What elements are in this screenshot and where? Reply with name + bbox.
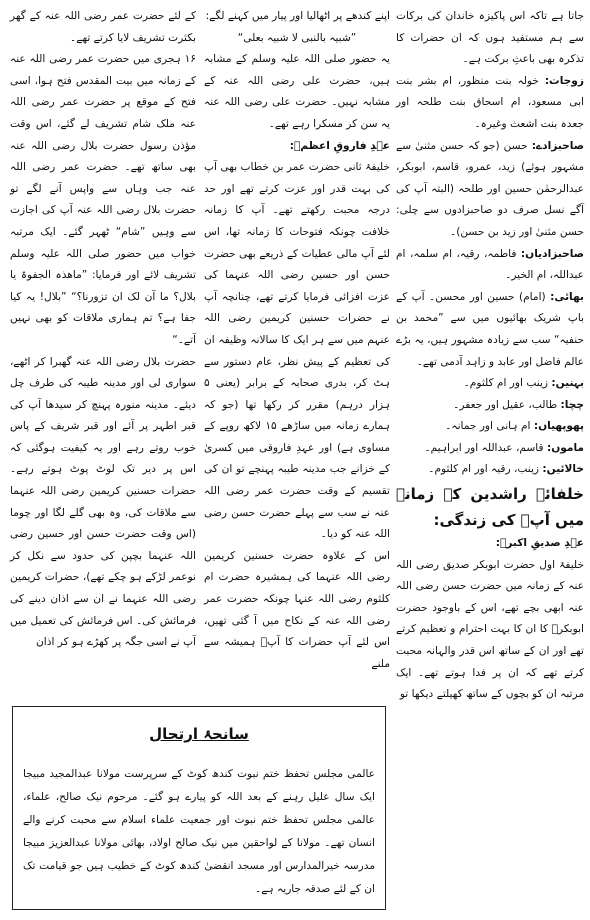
maternal-aunts-entry [396,459,584,481]
middle-paragraph-3: اس کے علاوہ حضرت حسنین کریمین رضی اللہ عنہما کی ہمشیرہ حضرت ام کلثوم رضی اللہ عنہا چونکہ حضرت عمر رضی اللہ عنہ کے نکاح میں آ گئی تھیں، اس لئے آپ حضرات کا آپؓ ہمیشہ سے ملنے [204,549,390,670]
sons-entry [396,136,584,244]
left-paragraph-1: کے لئے حضرت عمر رضی اللہ عنہ کے گھر بکثرت تشریف لایا کرتے تھے۔ [10,10,196,44]
obituary-body: عالمی مجلس تحفظ ختم نبوت کندھ کوٹ کے سرپرست مولانا عبدالمجید مبیجا ایک سال علیل رہنے کے بعد اللہ کو پیارے ہو گئے۔ مرحوم نیک صالح، علماء، عالمی مجلس تحفظ ختم نبوت اور جمعیت علماء اسلام سے محبت کرنے والے انسان تھے۔ مولانا کے لواحقین میں نیک صالح اولاد، بھائی مولانا عبدالعزیز مبیجا مدرسہ خیرالمدارس اور مسجد انقضیٰ کندھ کوٹ کے خطیب ہیں جو قیامت تک ان کے لئے صدقہ جاریہ ہے۔ [23,768,375,895]
caliphs-section-heading: خلفائے راشدین کے زمانہ میں آپؓ کی زندگی: [396,485,584,530]
sisters-text: زینب اور ام کلثوم۔ [463,377,549,390]
umar-era-heading: عہدِ فاروقِ اعظمؓ: [289,139,390,152]
intro-paragraph: جاتا ہے تاکہ اس پاکیزہ خاندان کی برکات سے ہم مستفید ہوں کہ ان حضرات کا تذکرہ بھی باعثِ برکت ہے۔ [396,10,584,66]
umar-era-text: خلیفۂ ثانی حضرت عمر بن خطاب بھی آپ کی بہت قدر اور عزت کرتے تھے اور حد درجہ محبت رکھتے تھے۔ آپ کا زمانہ خلافت چونکہ فتوحات کا زمانہ تھا، اس لئے آپ مالی عطیات کے ذریعے بھی حضرت حسن اور حسین رضی اللہ عنہما کی عزت افزائی فرمایا کرتے تھے، چنانچہ آپ نے حضرات حسنین کریمین رضی اللہ عنہم میں سے ہر ایک کا سالانہ وظیفہ ان کی تعظیم کے پیش نظر، عام دستور سے ہٹ کر، بدری صحابہ کے برابر (یعنی ۵ ہزار درہم) مقرر کر رکھا تھا (جو کہ ہمارے زمانہ میں ساڑھے ۱۵ لاکھ روپے کے مساوی ہے) اور عہدِ فاروقی میں کسریٰ کے خزانے جب مدینہ طیبہ پہنچے تو ان کی تقسیم کے وقت حضرت عمر رضی اللہ عنہ نے سب سے پہلے حضرت حسن رضی اللہ عنہ کو دیا۔ [204,161,390,541]
sons-heading: صاحبزادے: [531,139,584,152]
left-paragraph-2: ۱۶ ہجری میں حضرت عمر رضی اللہ عنہ کے زمانہ میں بیت المقدس فتح ہوا، اسی فتح کے موقع پر حضرت عمر رضی اللہ عنہ ملک شام تشریف لے گئے، اس وقت مؤذن رسول حضرت بلال رضی اللہ عنہ بھی ساتھ تھے۔ حضرت عمر رضی اللہ عنہ جب وہاں سے واپس آنے لگے تو حضرت بلال رضی اللہ عنہ آپ کی اجازت سے وہیں ”شام“ ٹھہر گئے۔ ایک مرتبہ خواب میں حضور صلی اللہ علیہ وسلم تشریف لائے اور فرمایا: ”ماھذہ الجفوۃ یا بلال؟ ما آن لک ان تزورنا؟“ ”بلال! یہ کیا جفا ہے؟ تم ہماری ملاقات کو بھی نہیں آتے۔“ [10,53,196,346]
obituary-title: سانحۂ ارتحال [149,725,249,743]
wives-entry [396,71,584,136]
maternal-uncles-entry [396,438,584,460]
abubakr-era-text: خلیفۂ اول حضرت ابوبکر صدیق رضی اللہ عنہ کے زمانہ میں حضرت حسن رضی اللہ عنہ ابھی بچے تھے، اس کے باوجود حضرت ابوبکرؓ کا ان کا بہت احترام و تعظیم کرتے تھے اور ان کے ساتھ اس قدر والہانہ محبت کرتے تھے کہ ان پر فدا ہوتے تھے۔ ایک مرتبہ ان کو بچوں کے ساتھ کھیلتے دیکھا تو [396,558,584,701]
arabic-quote: ”شبیہ بالنبی لا شبیہ بعلی“ [237,31,357,44]
uncles-text: طالب، عقیل اور جعفر۔ [453,398,558,411]
aunts-text: ام ہانی اور جمانہ۔ [445,420,531,433]
obituary-box [12,706,386,910]
sons-text: حسن (جو کہ حسن مثنیٰ سے مشہور ہوئے) زید، عمرو، قاسم، ابوبکر، عبدالرحمٰن حسین اور طلحہ (البتہ آپ کی آگے نسل صرف دو صاحبزادوں سے چلی: حسن مثنیٰ اور زید بن حسن)۔ [396,139,584,238]
brothers-text: (امام) حسین اور محسن۔ آپ کے باپ شریک بھائیوں میں سے ”محمد بن حنفیہ“ سب سے زیادہ مشہور ہیں، یہ بڑے عالم فاضل اور عابد و زاہد آدمی تھے۔ [396,290,584,368]
sisters-entry [396,373,584,395]
aunts-heading: پھوپھیاں: [533,420,584,433]
aunts-entry [396,416,584,438]
abubakr-era-heading: عہدِ صدیقِ اکبرؓ: [495,537,584,550]
uncles-heading: چچا: [560,398,584,411]
maternal-aunts-heading: خالائیں: [542,463,584,476]
uncles-entry [396,395,584,417]
wives-heading: زوجات: [544,74,584,87]
wives-text: خولہ بنت منظور، ام بشر بنت ابی مسعود، ام اسحاق بنت طلحہ اور جعدہ بنت اشعث وغیرہ۔ [396,74,584,130]
middle-intro: اپنے کندھے پر اٹھالیا اور پیار میں کہنے لگے: [205,10,390,22]
left-column [10,6,196,696]
daughters-heading: صاحبزادیاں: [520,247,584,260]
brothers-heading: بھائی: [550,290,584,303]
left-paragraph-3: حضرت بلال رضی اللہ عنہ گھبرا کر اٹھے، سواری لی اور مدینہ طیبہ کی طرف چل دیئے۔ مدینہ منورہ پہنچ کر سیدھا آپ کی قبر اطہر پر آئے اور قبر شریف کے پاس خوب روتے رہے اور یہ کیفیت ہوگئی کہ اس پر دیر تک لوٹ پوٹ ہوتے رہے۔ حضرات حسنین کریمین رضی اللہ عنہما سے ملاقات کی، وہ بھی گلے لگا اور چوما (اس وقت حضرت حسن اور حسین رضی اللہ عنہما بچپن کی حدود سے نکل کر نوعمر لڑکے ہو چکے تھے)، حضرات کریمین رضی اللہ عنہما نے ان سے اذان دینے کی فرمائش کی۔ اس فرمائش کی تعمیل میں آپ نے اسی جگہ پر کھڑے ہو کر اذان [10,355,196,649]
maternal-uncles-text: قاسم، عبداللہ اور ابراہیم۔ [424,441,544,454]
sisters-heading: بہنیں: [551,377,584,390]
daughters-entry [396,244,584,287]
daughters-text: فاطمہ، رقیہ، ام سلمہ، ام عبداللہ، ام الخیر۔ [396,247,584,282]
middle-column [204,6,390,696]
maternal-uncles-heading: ماموں: [546,441,584,454]
maternal-aunts-text: زینب، رقیہ اور ام کلثوم۔ [428,463,540,476]
right-column [396,6,584,916]
middle-paragraph-2: یہ حضور صلی اللہ علیہ وسلم کے مشابہ ہیں، حضرت علی رضی اللہ عنہ کے مشابہ نہیں۔ حضرت علی رضی اللہ عنہ یہ سن کر مسکرا رہے تھے۔ [204,53,390,130]
brothers-entry [396,287,584,373]
